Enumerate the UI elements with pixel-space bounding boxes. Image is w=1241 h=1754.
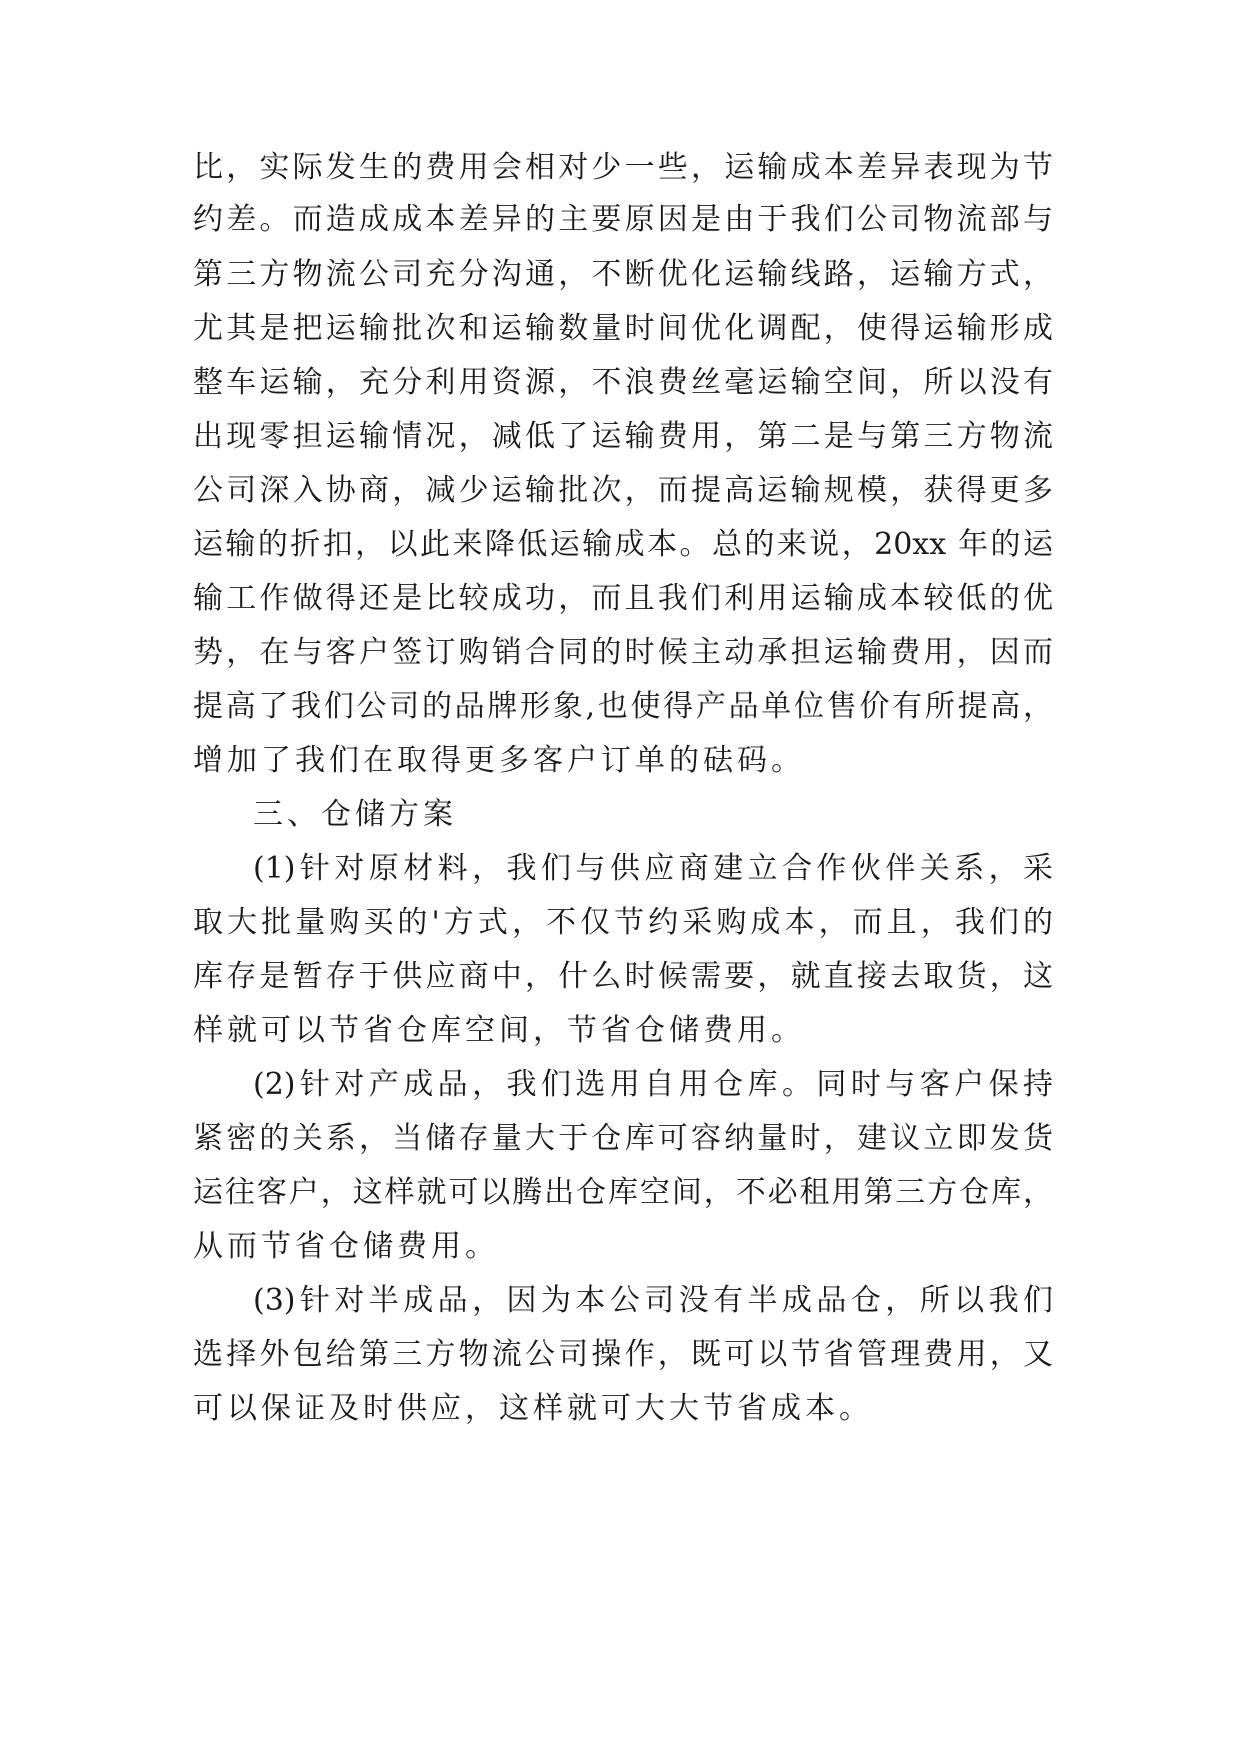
paragraph-line: 样就可以节省仓库空间，节省仓储费用。: [193, 1013, 805, 1048]
paragraph-line: 第三方物流公司充分沟通，不断优化运输线路，运输方式，: [193, 257, 1053, 292]
paragraph-line: 紧密的关系，当储存量大于仓库可容纳量时，建议立即发货: [193, 1121, 1053, 1156]
paragraph-line: 整车运输，充分利用资源，不浪费丝毫运输空间，所以没有: [193, 365, 1053, 400]
paragraph-line: (3)针对半成品，因为本公司没有半成品仓，所以我们: [253, 1283, 1053, 1318]
paragraph-line: 取大批量购买的'方式，不仅节约采购成本，而且，我们的: [193, 905, 1053, 940]
paragraph-line: 库存是暂存于供应商中，什么时候需要，就直接去取货，这: [193, 959, 1053, 994]
paragraph-line: 输工作做得还是比较成功，而且我们利用运输成本较低的优: [193, 581, 1053, 616]
section-heading: 三、仓储方案: [253, 797, 457, 832]
paragraph-line: 势，在与客户签订购销合同的时候主动承担运输费用，因而: [193, 635, 1053, 670]
paragraph-line: 运输的折扣，以此来降低运输成本。总的来说，20xx 年的运: [193, 527, 1053, 562]
paragraph-line: 提高了我们公司的品牌形象,也使得产品单位售价有所提高，: [193, 689, 1053, 724]
paragraph-line: 尤其是把运输批次和运输数量时间优化调配，使得运输形成: [193, 311, 1053, 346]
paragraph-line: 运往客户，这样就可以腾出仓库空间，不必租用第三方仓库，: [193, 1175, 1053, 1210]
paragraph-line: 选择外包给第三方物流公司操作，既可以节省管理费用，又: [193, 1337, 1053, 1372]
paragraph-line: 增加了我们在取得更多客户订单的砝码。: [193, 743, 805, 778]
paragraph-line: 出现零担运输情况，减低了运输费用，第二是与第三方物流: [193, 419, 1053, 454]
paragraph-line: 比，实际发生的费用会相对少一些，运输成本差异表现为节: [193, 150, 1053, 185]
paragraph-line: 公司深入协商，减少运输批次，而提高运输规模，获得更多: [193, 473, 1053, 508]
paragraph-line: (2)针对产成品，我们选用自用仓库。同时与客户保持: [253, 1067, 1053, 1102]
paragraph-line: 约差。而造成成本差异的主要原因是由于我们公司物流部与: [193, 202, 1053, 237]
paragraph-line: (1)针对原材料，我们与供应商建立合作伙伴关系，采: [253, 851, 1053, 886]
paragraph-line: 从而节省仓储费用。: [193, 1229, 499, 1264]
paragraph-line: 可以保证及时供应，这样就可大大节省成本。: [193, 1391, 873, 1426]
